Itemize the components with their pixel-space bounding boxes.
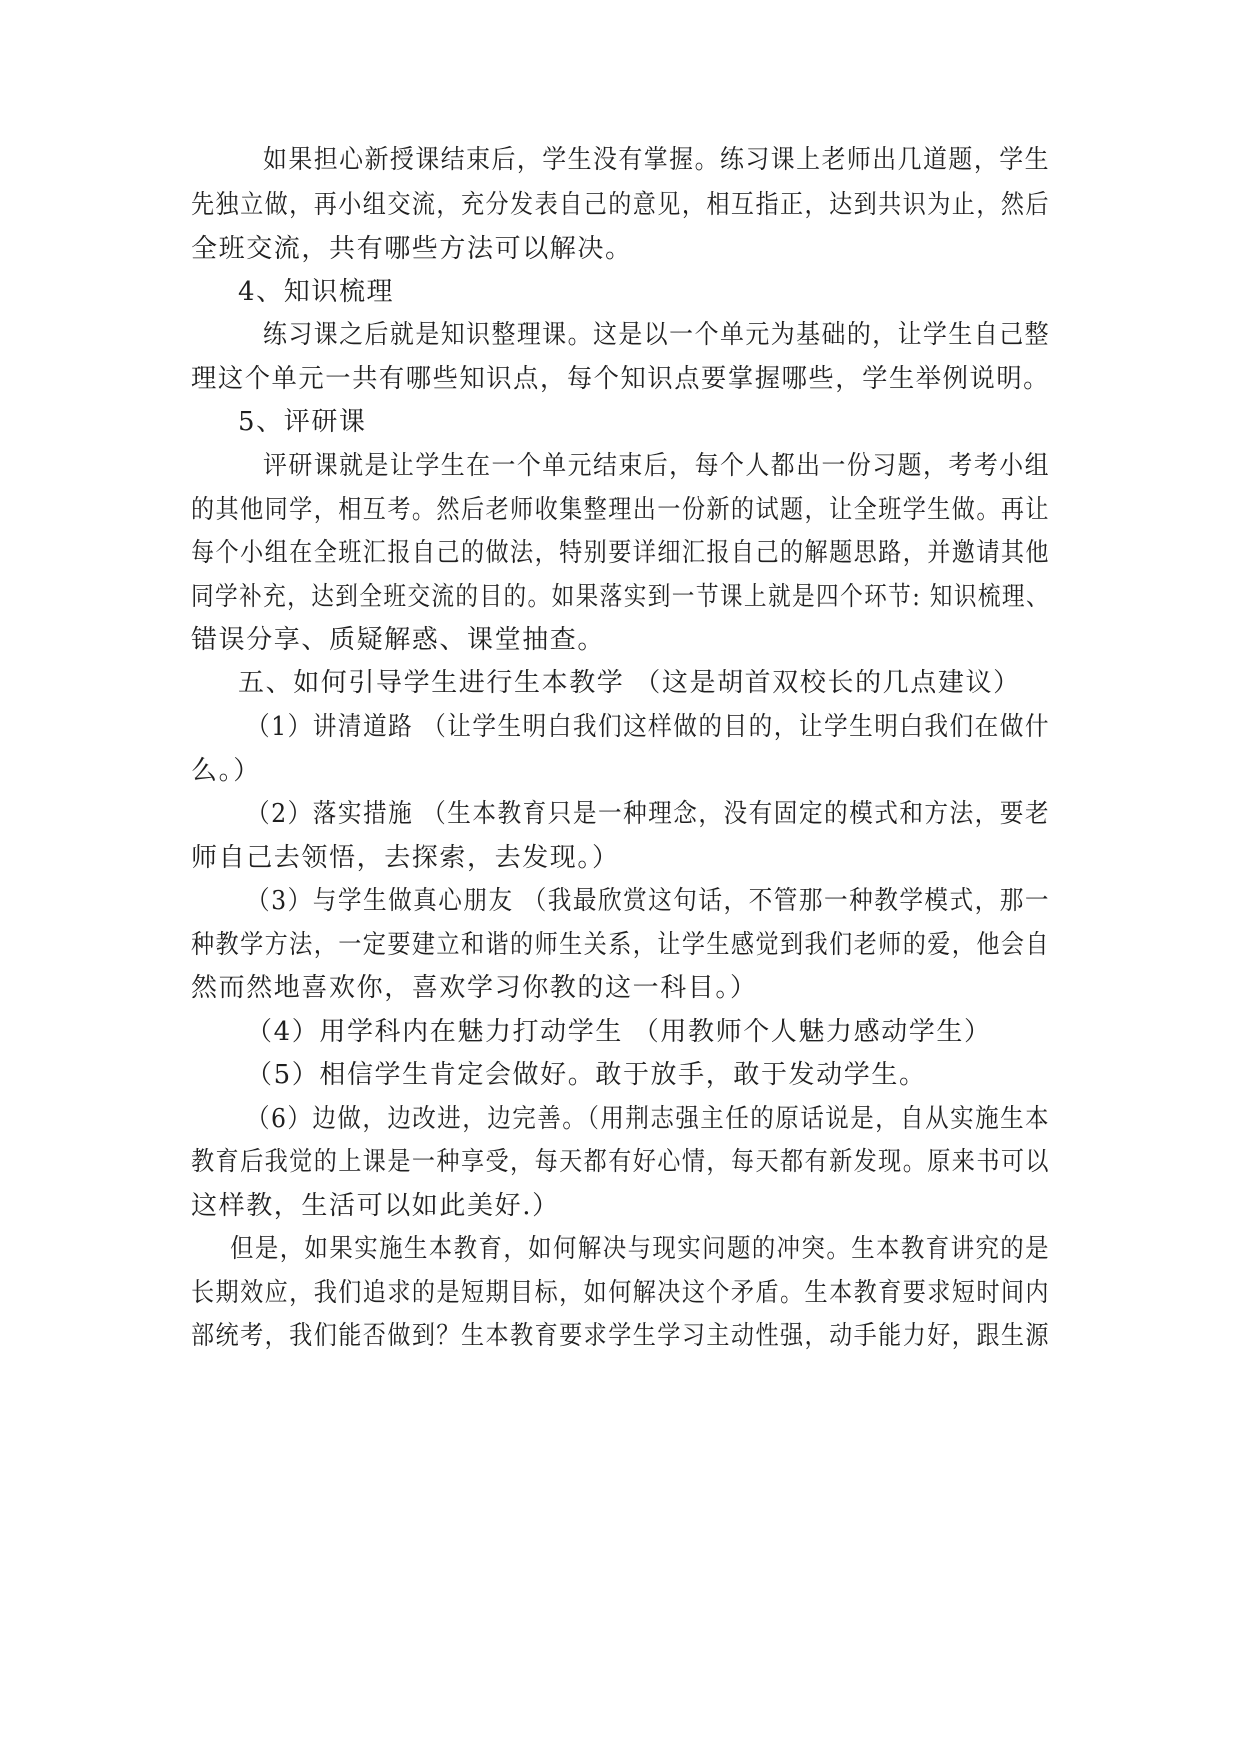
- paragraph-line: 部统考，我们能否做到？生本教育要求学生学习主动性强，动手能力好，跟生源: [191, 1321, 1050, 1351]
- list-item: （3）与学生做真心朋友 （我最欣赏这句话，不管那一种教学模式，那一: [246, 886, 1050, 916]
- list-item: （5）相信学生肯定会做好。敢于放手，敢于发动学生。: [246, 1060, 927, 1090]
- paragraph-line: 么。）: [191, 756, 261, 786]
- section-heading: 五、如何引导学生进行生本教学 （这是胡首双校长的几点建议）: [238, 668, 1021, 698]
- paragraph-line: 长期效应，我们追求的是短期目标，如何解决这个矛盾。生本教育要求短时间内: [191, 1278, 1050, 1308]
- paragraph-line: 但是，如果实施生本教育，如何解决与现实问题的冲突。生本教育讲究的是: [230, 1234, 1051, 1264]
- list-item: （6）边做，边改进，边完善。（用荆志强主任的原话说是，自从实施生本: [246, 1104, 1051, 1134]
- paragraph-line: 练习课之后就是知识整理课。这是以一个单元为基础的，让学生自己整: [263, 320, 1050, 350]
- paragraph-line: 然而然地喜欢你，喜欢学习你教的这一科目。）: [191, 973, 758, 1003]
- paragraph-line: 同学补充，达到全班交流的目的。如果落实到一节课上就是四个环节: 知识梳理、: [191, 582, 1051, 612]
- paragraph-line: 如果担心新授课结束后，学生没有掌握。练习课上老师出几道题，学生: [263, 145, 1050, 175]
- section-heading: 5、评研课: [238, 407, 367, 437]
- paragraph-line: 的其他同学，相互考。然后老师收集整理出一份新的试题，让全班学生做。再让: [191, 495, 1050, 525]
- list-item: （4）用学科内在魅力打动学生 （用教师个人魅力感动学生）: [246, 1017, 992, 1047]
- paragraph-line: 全班交流，共有哪些方法可以解决。: [191, 234, 633, 264]
- paragraph-line: 每个小组在全班汇报自己的做法，特别要详细汇报自己的解题思路，并邀请其他: [191, 538, 1050, 568]
- paragraph-line: 种教学方法，一定要建立和谐的师生关系，让学生感觉到我们老师的爱，他会自: [191, 930, 1050, 960]
- paragraph-line: 错误分享、质疑解惑、课堂抽查。: [191, 625, 606, 655]
- paragraph-line: 教育后我觉的上课是一种享受，每天都有好心情，每天都有新发现。原来书可以: [191, 1147, 1050, 1177]
- paragraph-line: 这样教，生活可以如此美好.）: [191, 1191, 560, 1221]
- paragraph-line: 评研课就是让学生在一个单元结束后，每个人都出一份习题，考考小组: [263, 451, 1050, 481]
- list-item: （2）落实措施 （生本教育只是一种理念，没有固定的模式和方法，要老: [246, 799, 1050, 829]
- list-item: （1）讲清道路 （让学生明白我们这样做的目的，让学生明白我们在做什: [246, 712, 1050, 742]
- section-heading: 4、知识梳理: [238, 277, 395, 307]
- paragraph-line: 理这个单元一共有哪些知识点，每个知识点要掌握哪些，学生举例说明。: [191, 364, 1051, 394]
- paragraph-line: 师自己去领悟，去探索，去发现。）: [191, 843, 620, 873]
- paragraph-line: 先独立做，再小组交流，充分发表自己的意见，相互指正，达到共识为止，然后: [191, 190, 1050, 220]
